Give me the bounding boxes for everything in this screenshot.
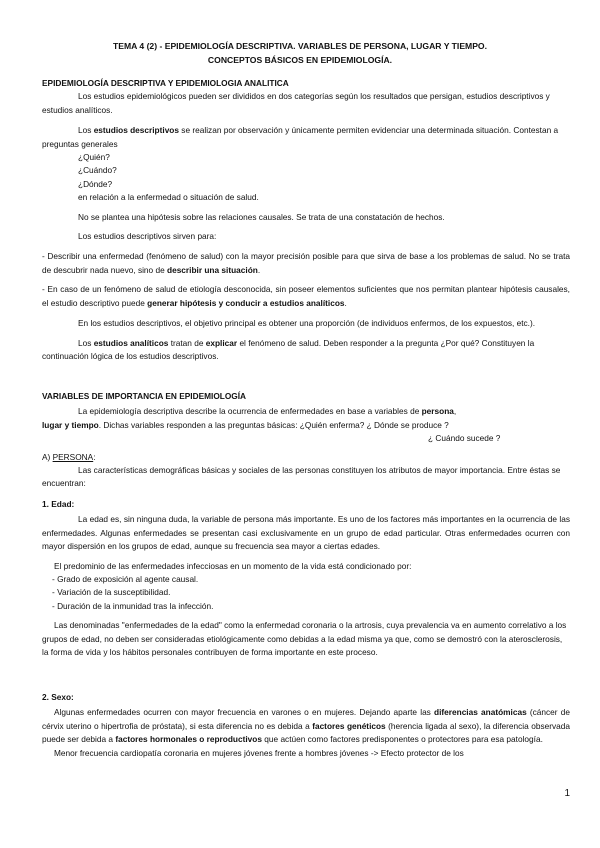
subsection-heading: 2. Sexo: [42,692,74,702]
paragraph: Menor frecuencia cardiopatía coronaria en mujeres jóvenes frente a hombres jóvenes -> Efecto protector de los [54,747,464,758]
section-sexo [42,691,570,760]
question-list [42,151,570,205]
bullet-list [42,573,570,613]
paragraph: La edad es, sin ninguna duda, la variable de persona más importante. Es uno de los factores más importantes en la ocurrencia de las enfermedades. Algunas enfermedades se presentan casi exclusivamente en un grupo de edad particular. Otras enfermedades ocurren con mayor dispersión en los grupos de edad, aunque su frecuencia sea mayor a ciertas edades. [42,514,570,552]
page-title [40,40,560,67]
section-heading: EPIDEMIOLOGÍA DESCRIPTIVA Y EPIDEMIOLOGIA ANALITICA [42,78,289,88]
bold-term: factores genéticos [312,720,386,731]
paragraph: Las características demográficas básicas y sociales de las personas constituyen los atributos de mayor importancia. Entre éstas se encuentran: [42,465,561,489]
paragraph: En los estudios descriptivos, el objetivo principal es obtener una proporción (de individuos enfermos, de los expuestos, etc.). [78,318,536,329]
paragraph: - Describir una enfermedad (fenómeno de salud) con la mayor precisión posible para que sirva de base a los problemas de salud. No se trata de descubrir nada nuevo, sino de describir una situación. [42,251,570,275]
paragraph: Algunas enfermedades ocurren con mayor frecuencia en varones o en mujeres. Dejando aparte las diferencias anatómicas (cáncer de cérvix uterino o hipertrofia de próstata), si esta diferencia no es debida a factores genéticos (herencia ligada al sexo), la diferencia observada puede ser debida a factores hormonales o reproductivos que actúen como factores predisponentes o protectores para esa patología. [42,707,570,745]
bold-term: describir una situación [167,264,258,275]
list-item: ¿Dónde? [78,178,113,189]
bold-term: estudios analíticos [93,337,169,348]
paragraph: Los estudios analíticos tratan de explicar el fenómeno de salud. Deben responder a la pregunta ¿Por qué? Constituyen la continuación lógica de los estudios descriptivos. [42,337,535,361]
list-item: ¿Quién? [78,152,110,163]
list-item: ¿Cuándo? [78,165,117,176]
bold-term: lugar y tiempo [42,419,99,430]
section-epidemiologia-descriptiva [42,77,570,363]
paragraph: - En caso de un fenómeno de salud de etiología desconocida, sin poseer elementos suficientes que nos permitan plantear hipótesis causales, el estudio descriptivo puede generar hipótesis y conducir a estudios analíticos. [42,284,570,308]
list-item: - Duración de la inmunidad tras la infección. [52,600,214,611]
paragraph: El predominio de las enfermedades infecciosas en un momento de la vida está condicionado por: [54,560,412,571]
bold-term: estudios descriptivos [93,125,179,136]
section-heading: VARIABLES DE IMPORTANCIA EN EPIDEMIOLOGÍA [42,391,247,401]
bold-term: factores hormonales o reproductivos [115,734,262,745]
list-item: - Variación de la susceptibilidad. [52,587,171,598]
section-variables [42,390,570,491]
bold-term: generar hipótesis y conducir a estudios analíticos [147,297,345,308]
list-item: en relación a la enfermedad o situación de salud. [78,192,259,203]
title-line-1: TEMA 4 (2) - EPIDEMIOLOGÍA DESCRIPTIVA. VARIABLES DE PERSONA, LUGAR Y TIEMPO. [112,41,488,51]
paragraph: Los estudios epidemiológicos pueden ser divididos en dos categorías según los resultados que persigan, estudios descriptivos y estudios analíticos. [42,91,550,115]
bold-term: explicar [205,337,238,348]
paragraph: Los estudios descriptivos sirven para: [78,231,217,242]
page-number: 1 [564,788,570,799]
list-item: - Grado de exposición al agente causal. [52,574,199,585]
paragraph: Las denominadas "enfermedades de la edad" como la enfermedad coronaria o la artrosis, cuya prevalencia va en aumento correlativo a los grupos de edad, no deben ser consideradas etiológicamente como debidas a la edad misma ya que, como se demostró con la aterosclerosis, la forma de vida y los hábitos personales contribuyen de forma importante en este proceso. [42,620,567,658]
title-line-2: CONCEPTOS BÁSICOS EN EPIDEMIOLOGÍA. [207,54,393,65]
question-continuation: ¿ Cuándo sucede ? [428,433,501,444]
subsection-title: PERSONA [52,451,94,462]
paragraph: No se plantea una hipótesis sobre las relaciones causales. Se trata de una constatación de hechos. [78,211,445,222]
paragraph: La epidemiología descriptiva describe la ocurrencia de enfermedades en base a variables de persona, lugar y tiempo. Dichas variables responden a las preguntas básicas: ¿Quién enferma? ¿ Dónde se produce ? [42,406,457,430]
bold-term: diferencias anatómicas [434,707,527,718]
subsection-label: A) PERSONA: [42,451,96,462]
paragraph: Los estudios descriptivos se realizan por observación y únicamente permiten evidenciar una determinada situación. Contestan a preguntas generales [42,125,559,149]
subsection-heading: 1. Edad: [42,499,75,509]
bold-term: persona [421,406,454,417]
section-edad [42,498,570,659]
